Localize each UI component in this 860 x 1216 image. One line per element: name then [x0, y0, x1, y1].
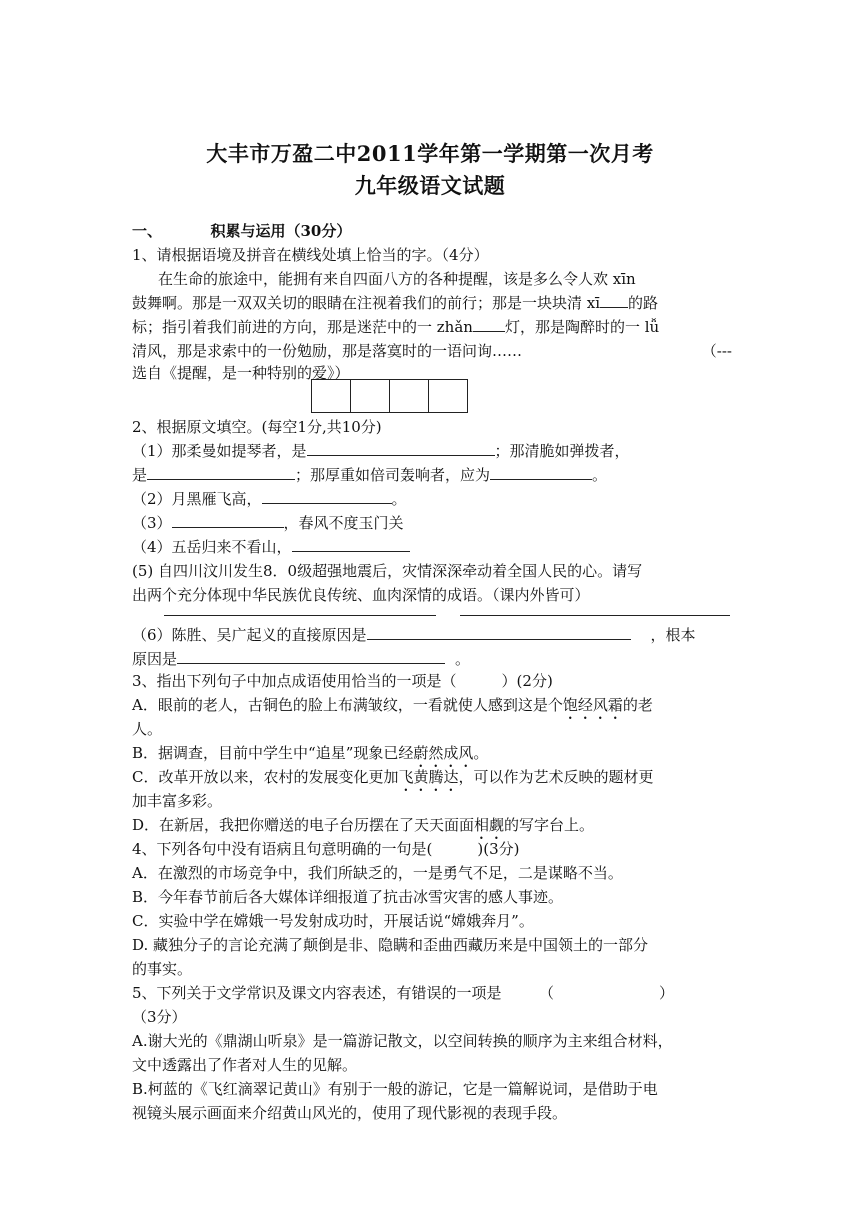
q1-stem: 1、请根据语境及拼音在横线处填上恰当的字。（4分） [132, 246, 489, 264]
q1-text: 鼓舞啊。那是一双双关切的眼睛在注视着我们的前行；那是一块块清 xī [132, 294, 601, 312]
q2-text: ；那清脆如弹拨者， [494, 442, 630, 460]
q1-answer-boxes [312, 379, 468, 413]
answer-box[interactable] [350, 379, 390, 413]
q2-blank[interactable] [292, 536, 410, 552]
q5-option-b: B.柯蓝的《飞红滴翠记黄山》有别于一般的游记，它是一篇解说词，是借助于电 [132, 1080, 658, 1098]
q3-text: B．据调查，目前中学生中“追星”现象已经 [132, 744, 414, 762]
q1-text: 灯，那是陶醉时的一 lǚ [504, 318, 660, 336]
q2-blank[interactable] [490, 464, 592, 480]
q2-blank[interactable] [262, 488, 392, 504]
q1-passage-line [132, 292, 732, 314]
q1-passage-line: 在生命的旅途中，能拥有来自四面八方的各种提醒，该是多么令人欢 xīn [158, 270, 636, 288]
q1-passage-line [132, 316, 732, 338]
q2-item-4 [132, 536, 732, 558]
answer-box[interactable] [389, 379, 429, 413]
q3-text: D．在新居，我把你赠送的电子台历摆在了天天面面 [132, 816, 475, 834]
q2-text: （4）五岳归来不看山， [132, 538, 292, 556]
q2-text: （3） [132, 514, 172, 532]
q3-text: 的老 [622, 696, 653, 714]
q3-text: ，可以作为艺术反映的题材更 [458, 768, 654, 786]
q2-item-2 [132, 488, 732, 510]
q1-text: （--- [701, 342, 732, 360]
q2-item-1 [132, 440, 732, 462]
answer-box[interactable] [311, 379, 351, 413]
q2-blank[interactable] [147, 464, 295, 480]
q4-stem: 4、下列各句中没有语病且句意明确的一句是( )(3分) [132, 840, 520, 858]
q5-option-a-cont: 文中透露出了作者对人生的见解。 [132, 1056, 358, 1074]
q2-text: ，根本 [650, 626, 696, 644]
q4-option-d: D. 藏独分子的言论充满了颠倒是非、隐瞒和歪曲西藏历来是中国领土的一部分 [132, 936, 649, 954]
q3-dotted-idiom: 饱经风霜 [562, 696, 623, 714]
section-title: 积累与运用（30分） [210, 222, 352, 240]
q1-passage-line [132, 340, 732, 362]
q3-text: A．眼前的老人，古铜色的脸上布满皱纹，一看就使人感到这是个 [132, 696, 563, 714]
q4-option-a: A．在激烈的市场竞争中，我们所缺乏的，一是勇气不足，二是谋略不当。 [132, 864, 623, 882]
q2-blank[interactable] [367, 624, 631, 640]
q2-blank[interactable] [172, 512, 284, 528]
q5-score: （3分） [132, 1008, 187, 1026]
q2-idiom-blank-2[interactable] [460, 614, 730, 616]
q4-option-c: C．实验中学在嫦娥一号发射成功时，开展话说“嫦娥奔月”。 [132, 912, 534, 930]
q3-dotted-idiom: 蔚然成风 [413, 744, 474, 762]
q5-option-a: A.谢大光的《鼎湖山听泉》是一篇游记散文，以空间转换的顺序为主来组合材料， [132, 1032, 673, 1050]
q1-blank-xi[interactable] [600, 292, 628, 308]
q2-text: ；那厚重如倍司轰响者，应为 [295, 466, 491, 484]
q3-option-c-cont: 加丰富多彩。 [132, 792, 223, 810]
q2-blank[interactable] [307, 440, 495, 456]
q2-item-1-cont [132, 464, 732, 486]
q1-source: 选自《提醒，是一种特别的爱》） [132, 364, 350, 382]
q3-text: 的写字台上。 [504, 816, 595, 834]
q2-blank[interactable] [177, 648, 445, 664]
q2-item-5-cont: 出两个充分体现中华民族优良传统、血肉深情的成语。（课内外皆可） [132, 586, 590, 604]
q1-text: 清风，那是求索中的一份勉励，那是落寞时的一语问询…… [132, 342, 523, 360]
q5-stem: 5、下列关于文学常识及课文内容表述，有错误的一项是 （ ） [132, 984, 675, 1002]
q1-blank-zhan[interactable] [473, 316, 505, 332]
q3-dotted-idiom: 相觑 [474, 816, 505, 834]
answer-box[interactable] [428, 379, 468, 413]
exam-title: 大丰市万盈二中2011学年第一学期第一次月考 [206, 141, 654, 166]
q2-item-6 [132, 624, 732, 646]
q2-text: 。 [391, 490, 407, 508]
q3-stem: 3、指出下列句子中加点成语使用恰当的一项是（ ）(2分) [132, 672, 553, 690]
q2-text: ，春风不度玉门关 [283, 514, 404, 532]
q2-text: 。 [455, 650, 471, 668]
exam-subtitle: 九年级语文试题 [354, 173, 506, 198]
q2-item-6-cont [132, 648, 732, 670]
q4-option-b: B．今年春节前后各大媒体详细报道了抗击冰雪灾害的感人事迹。 [132, 888, 564, 906]
q3-dotted-idiom: 飞黄腾达 [398, 768, 459, 786]
q2-item-3 [132, 512, 732, 534]
q3-text: C．改革开放以来，农村的发展变化更加 [132, 768, 399, 786]
q2-text: 原因是 [132, 650, 178, 668]
q2-stem: 2、根据原文填空。(每空1分,共10分) [132, 418, 382, 436]
q3-text: 。 [473, 744, 489, 762]
q2-text: （6）陈胜、吴广起义的直接原因是 [132, 626, 367, 644]
q4-option-d-cont: 的事实。 [132, 960, 193, 978]
q2-text: 是 [132, 466, 148, 484]
q2-idiom-blank-1[interactable] [164, 614, 436, 616]
q5-option-b-cont: 视镜头展示画面来介绍黄山风光的，使用了现代影视的表现手段。 [132, 1104, 568, 1122]
q1-text: 的路 [628, 294, 659, 312]
section-heading [132, 220, 732, 242]
section-number: 一、 [132, 222, 163, 240]
q2-text: （1）那柔曼如提琴者，是 [132, 442, 307, 460]
q3-option-a-cont: 人。 [132, 720, 163, 738]
q2-text: 。 [592, 466, 608, 484]
q2-text: （2）月黑雁飞高， [132, 490, 262, 508]
q2-item-5: (5) 自四川汶川发生8．0级超强地震后，灾情深深牵动着全国人民的心。请写 [132, 562, 643, 580]
q1-text: 标；指引着我们前进的方向，那是迷茫中的一 zhǎn [132, 318, 473, 336]
